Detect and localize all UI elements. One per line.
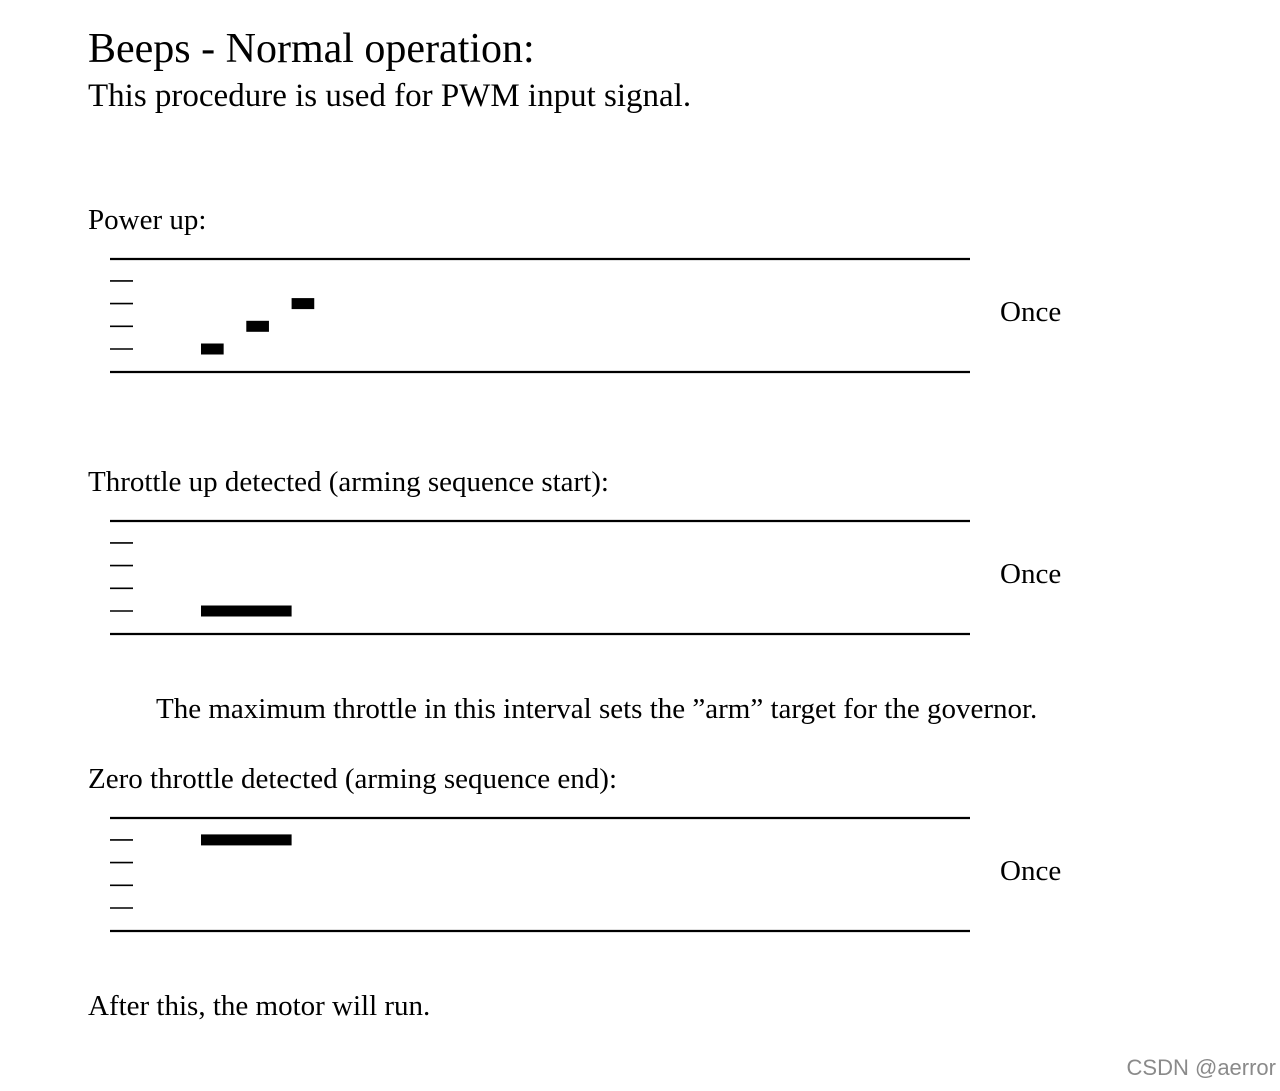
- beep-bar: [201, 834, 292, 845]
- beep-bar: [292, 298, 315, 309]
- watermark: CSDN @aerror: [1126, 1055, 1276, 1080]
- beep-diagram-svg: [108, 253, 978, 379]
- section-label-throttle-up: Throttle up detected (arming sequence start):: [88, 466, 609, 498]
- beep-bar: [201, 606, 292, 617]
- section-label-zero-throttle: Zero throttle detected (arming sequence end):: [88, 763, 618, 795]
- page-title: Beeps - Normal operation:: [88, 26, 535, 72]
- beep-bar: [201, 344, 224, 355]
- footer-text: After this, the motor will run.: [88, 990, 431, 1022]
- beep-diagram-svg: [108, 812, 978, 938]
- repeat-label: Once: [1000, 558, 1062, 590]
- repeat-label: Once: [1000, 855, 1062, 887]
- repeat-label: Once: [1000, 296, 1062, 328]
- beep-diagram-zero-throttle: [108, 812, 1108, 930]
- beep-diagram-power-up: [108, 253, 1108, 371]
- beep-bar: [246, 321, 269, 332]
- section-label-power-up: Power up:: [88, 204, 207, 236]
- governor-note: The maximum throttle in this interval sets the ”arm” target for the governor.: [156, 693, 1038, 725]
- beep-diagram-svg: [108, 515, 978, 641]
- beep-diagram-throttle-up: [108, 515, 1108, 633]
- page-subtitle: This procedure is used for PWM input signal.: [88, 78, 692, 114]
